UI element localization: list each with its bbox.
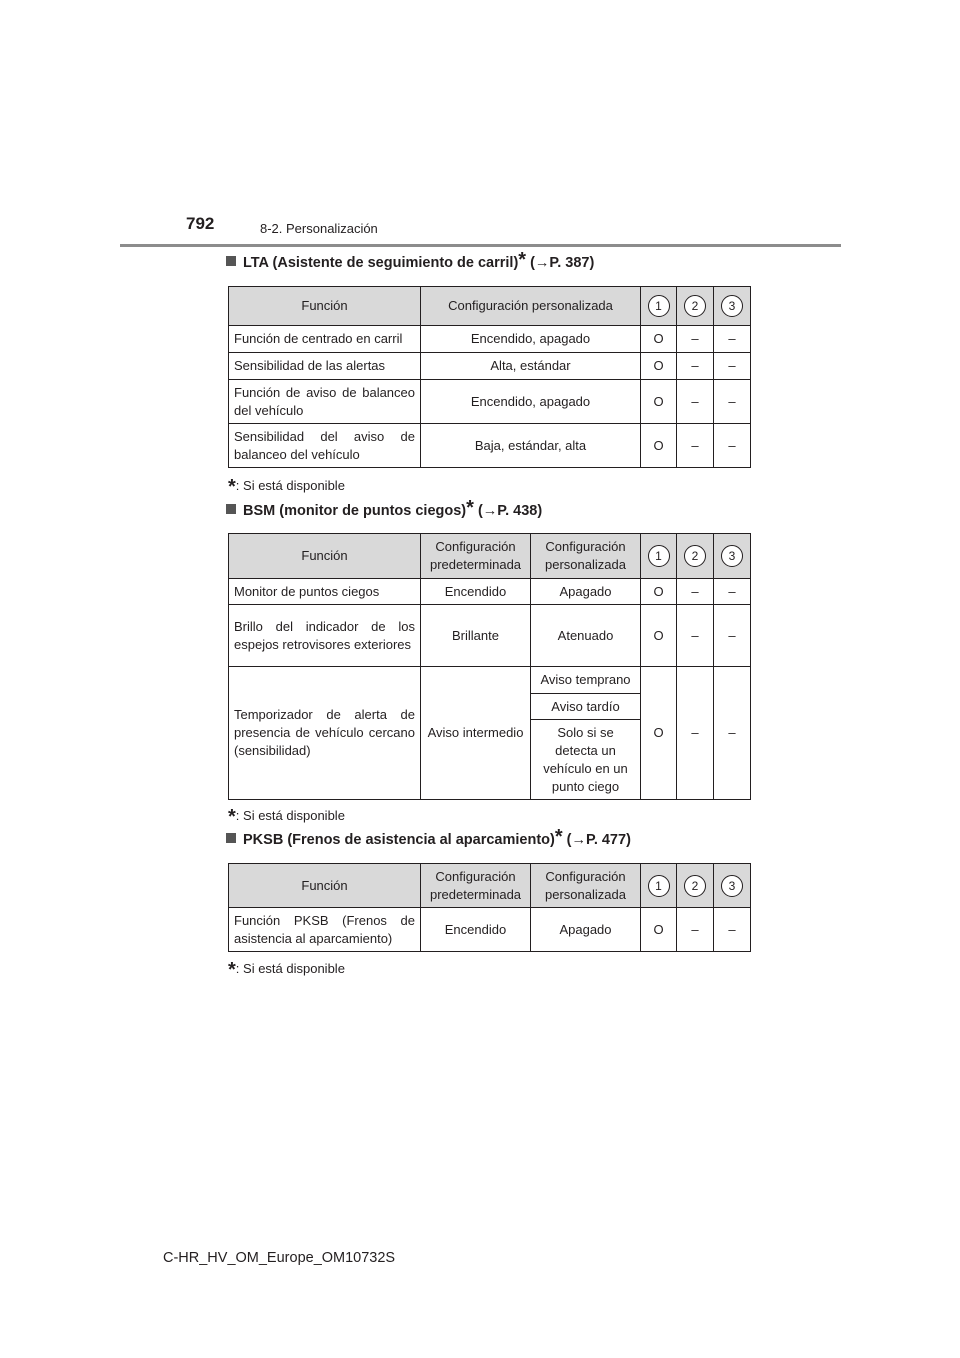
header-rule [120,244,841,247]
column-header [677,534,714,579]
column-header [641,864,677,908]
circled-number-2-icon: 2 [684,295,706,317]
bsm-settings-table [228,533,751,800]
footnote: *: Si está disponible [228,806,345,828]
footnote: *: Si está disponible [228,476,345,498]
section-heading-lta: LTA (Asistente de seguimiento de carril)* (→P. 387) [226,255,594,271]
page-number: 792 [186,214,215,233]
circled-number-2-icon: 2 [684,875,706,897]
circled-number-1-icon: 1 [648,295,670,317]
column-header: Configuración personalizada [531,864,641,908]
circled-number-3-icon: 3 [721,295,743,317]
column-header: Configuración predeterminada [421,864,531,908]
column-header [714,864,751,908]
column-header [641,287,677,326]
pksb-settings-table [228,863,751,952]
table-row: Aviso tardío [229,694,751,720]
table-row: Sensibilidad de las alertas Alta, estándar O – – [229,353,751,380]
circled-number-1-icon: 1 [648,875,670,897]
section-heading-pksb: PKSB (Frenos de asistencia al aparcamiento)* (→P. 477) [226,832,631,848]
circled-number-2-icon: 2 [684,545,706,567]
table-row: Brillo del indicador de los espejos retrovisores exteriores Brillante Atenuado O – – [229,605,751,667]
document-code: C-HR_HV_OM_Europe_OM10732S [163,1250,396,1266]
column-header: Función [229,864,421,908]
bullet-square-icon [226,256,236,266]
bullet-square-icon [226,504,236,514]
table-row: Temporizador de alerta de presencia de vehículo cercano (sensibilidad) Aviso intermedio Aviso temprano O – – [229,667,751,694]
bullet-square-icon [226,833,236,843]
column-header: Configuración predeterminada [421,534,531,579]
column-header [677,864,714,908]
table-row: Función de aviso de balanceo del vehículo Encendido, apagado O – – [229,380,751,424]
column-header: Función [229,287,421,326]
column-header [677,287,714,326]
table-row: Función PKSB (Frenos de asistencia al aparcamiento) Encendido Apagado O – – [229,908,751,952]
lta-settings-table [228,286,751,468]
column-header [641,534,677,579]
circled-number-3-icon: 3 [721,545,743,567]
table-row: Sensibilidad del aviso de balanceo del vehículo Baja, estándar, alta O – – [229,424,751,468]
column-header: Configuración personalizada [421,287,641,326]
column-header: Configuración personalizada [531,534,641,579]
column-header [714,287,751,326]
table-row: Monitor de puntos ciegos Encendido Apagado O – – [229,579,751,605]
circled-number-3-icon: 3 [721,875,743,897]
footnote: *: Si está disponible [228,959,345,981]
column-header: Función [229,534,421,579]
table-row: Función de centrado en carril Encendido, apagado O – – [229,326,751,353]
circled-number-1-icon: 1 [648,545,670,567]
table-row: Solo si se detecta un vehículo en un punto ciego [229,720,751,800]
column-header [714,534,751,579]
chapter-title: 8-2. Personalización [260,221,378,236]
section-heading-bsm: BSM (monitor de puntos ciegos)* (→P. 438) [226,503,542,519]
